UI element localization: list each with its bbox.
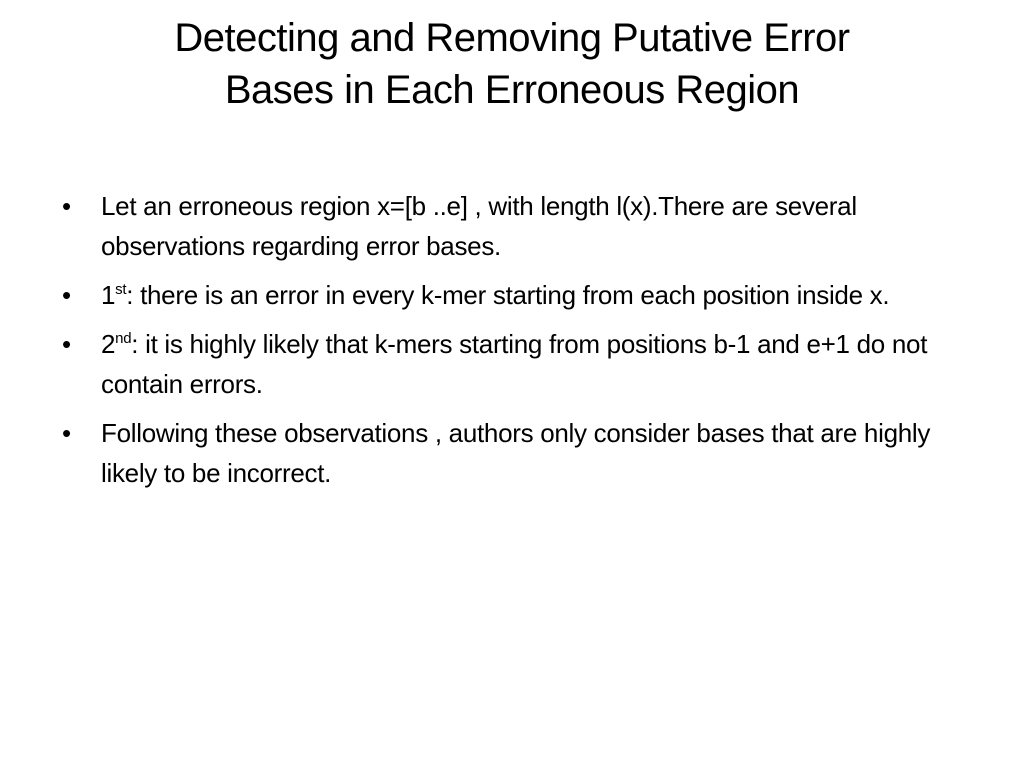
slide-title <box>60 12 964 116</box>
bullet-prefix: 1 <box>101 280 116 310</box>
bullet-text: : there is an error in every k-mer starting from each position inside x. <box>126 280 890 310</box>
bullet-marker: • <box>62 418 71 448</box>
bullet-item-4 <box>60 413 980 493</box>
bullet-item-2 <box>60 275 980 315</box>
slide-title-line-1: Detecting and Removing Putative Error <box>174 16 850 60</box>
bullet-text: Following these observations , authors only consider bases that are highly likely to be incorrect. <box>101 418 931 488</box>
bullet-marker: • <box>62 329 71 359</box>
bullet-superscript: nd <box>115 330 132 347</box>
bullet-text: : it is highly likely that k-mers starting from positions b-1 and e+1 do not contain errors. <box>101 329 928 399</box>
bullet-superscript: st <box>115 281 127 298</box>
bullet-marker: • <box>62 280 71 310</box>
slide-title-line-2: Bases in Each Erroneous Region <box>224 68 800 112</box>
bullet-list <box>60 186 980 502</box>
bullet-item-1 <box>60 186 980 266</box>
bullet-marker: • <box>62 191 71 221</box>
bullet-prefix: 2 <box>101 329 116 359</box>
bullet-item-3 <box>60 324 980 404</box>
bullet-text: Let an erroneous region x=[b ..e] , with length l(x).There are several observations regarding error bases. <box>101 191 857 261</box>
